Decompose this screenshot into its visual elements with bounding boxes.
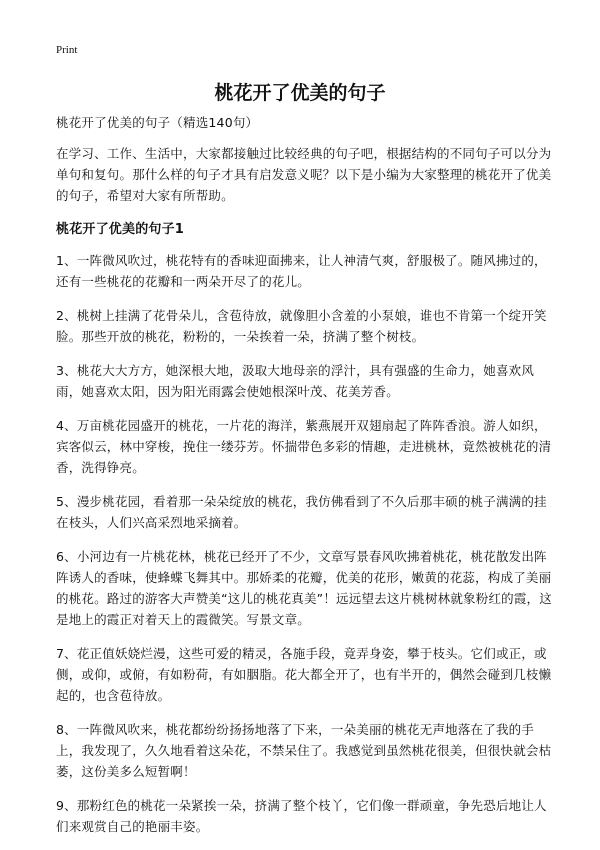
list-item: 7、花正值妖娆烂漫，这些可爱的精灵，各施手段，竟弄身姿，攀于枝头。它们或正，或侧，或仰，或俯，有如粉荷，有如胭脂。花大都全开了，也有半开的，偶然会碰到几枝懒起的，也含苞待放。 [56, 646, 552, 703]
list-item: 8、一阵微风吹来，桃花都纷纷扬扬地落了下来，一朵美丽的桃花无声地落在了我的手上，我发现了，久久地看着这朵花，不禁呆住了。我感觉到虽然桃花很美，但很快就会枯萎，这份美多么短暂啊！ [56, 722, 552, 779]
subtitle: 桃花开了优美的句子（精选140句） [56, 115, 259, 130]
article-body [56, 112, 552, 850]
list-item: 1、一阵微风吹过，桃花特有的香味迎面拂来，让人神清气爽，舒服极了。随风拂过的，还有一些桃花的花瓣和一两朵开尽了的花儿。 [56, 253, 547, 289]
list-item: 3、桃花大大方方，她深根大地，汲取大地母亲的浮汁，具有强盛的生命力，她喜欢风雨，她喜欢太阳，因为阳光雨露会使她根深叶茂、花美芳香。 [56, 363, 535, 399]
print-link[interactable]: Print [56, 44, 78, 56]
list-item: 5、漫步桃花园，看着那一朵朵绽放的桃花，我仿佛看到了不久后那丰硕的桃子满满的挂在枝头，人们兴高采烈地采摘着。 [56, 494, 547, 530]
section-heading: 桃花开了优美的句子1 [56, 222, 185, 237]
list-item: 9、那粉红色的桃花一朵紧挨一朵，挤满了整个枝丫，它们像一群顽童，争先恐后地让人们来观赏自己的艳丽丰姿。 [56, 798, 547, 834]
page-title: 桃花开了优美的句子 [214, 82, 386, 104]
intro-paragraph: 在学习、工作、生活中，大家都接触过比较经典的句子吧，根据结构的不同句子可以分为单句和复句。那什么样的句子才具有启发意义呢？以下是小编为大家整理的桃花开了优美的句子，希望对大家有所帮助。 [56, 146, 552, 203]
list-item: 4、万亩桃花园盛开的桃花，一片花的海洋，紫燕展开双翅扇起了阵阵香浪。游人如织，宾客似云，林中穿梭，挽住一缕芬芳。怀揣带色多彩的情趣，走进桃林，竟然被桃花的清香，洗得铮亮。 [56, 418, 552, 475]
list-item: 2、桃树上挂满了花骨朵儿，含苞待放，就像胆小含羞的小泵娘，谁也不肯第一个绽开笑脸。那些开放的桃花，粉粉的，一朵挨着一朵，挤满了整个树枝。 [56, 308, 547, 344]
list-item: 6、小河边有一片桃花林，桃花已经开了不少，文章写景春风吹拂着桃花，桃花散发出阵阵诱人的香味，使蜂蝶飞舞其中。那娇柔的花瓣，优美的花形，嫩黄的花蕊，构成了美丽的桃花。路过的游客大声赞美“这儿的桃花真美”！远远望去这片桃树林就象粉红的霞，这是地上的霞正对着天上的霞微笑。写景文章。 [56, 549, 552, 627]
